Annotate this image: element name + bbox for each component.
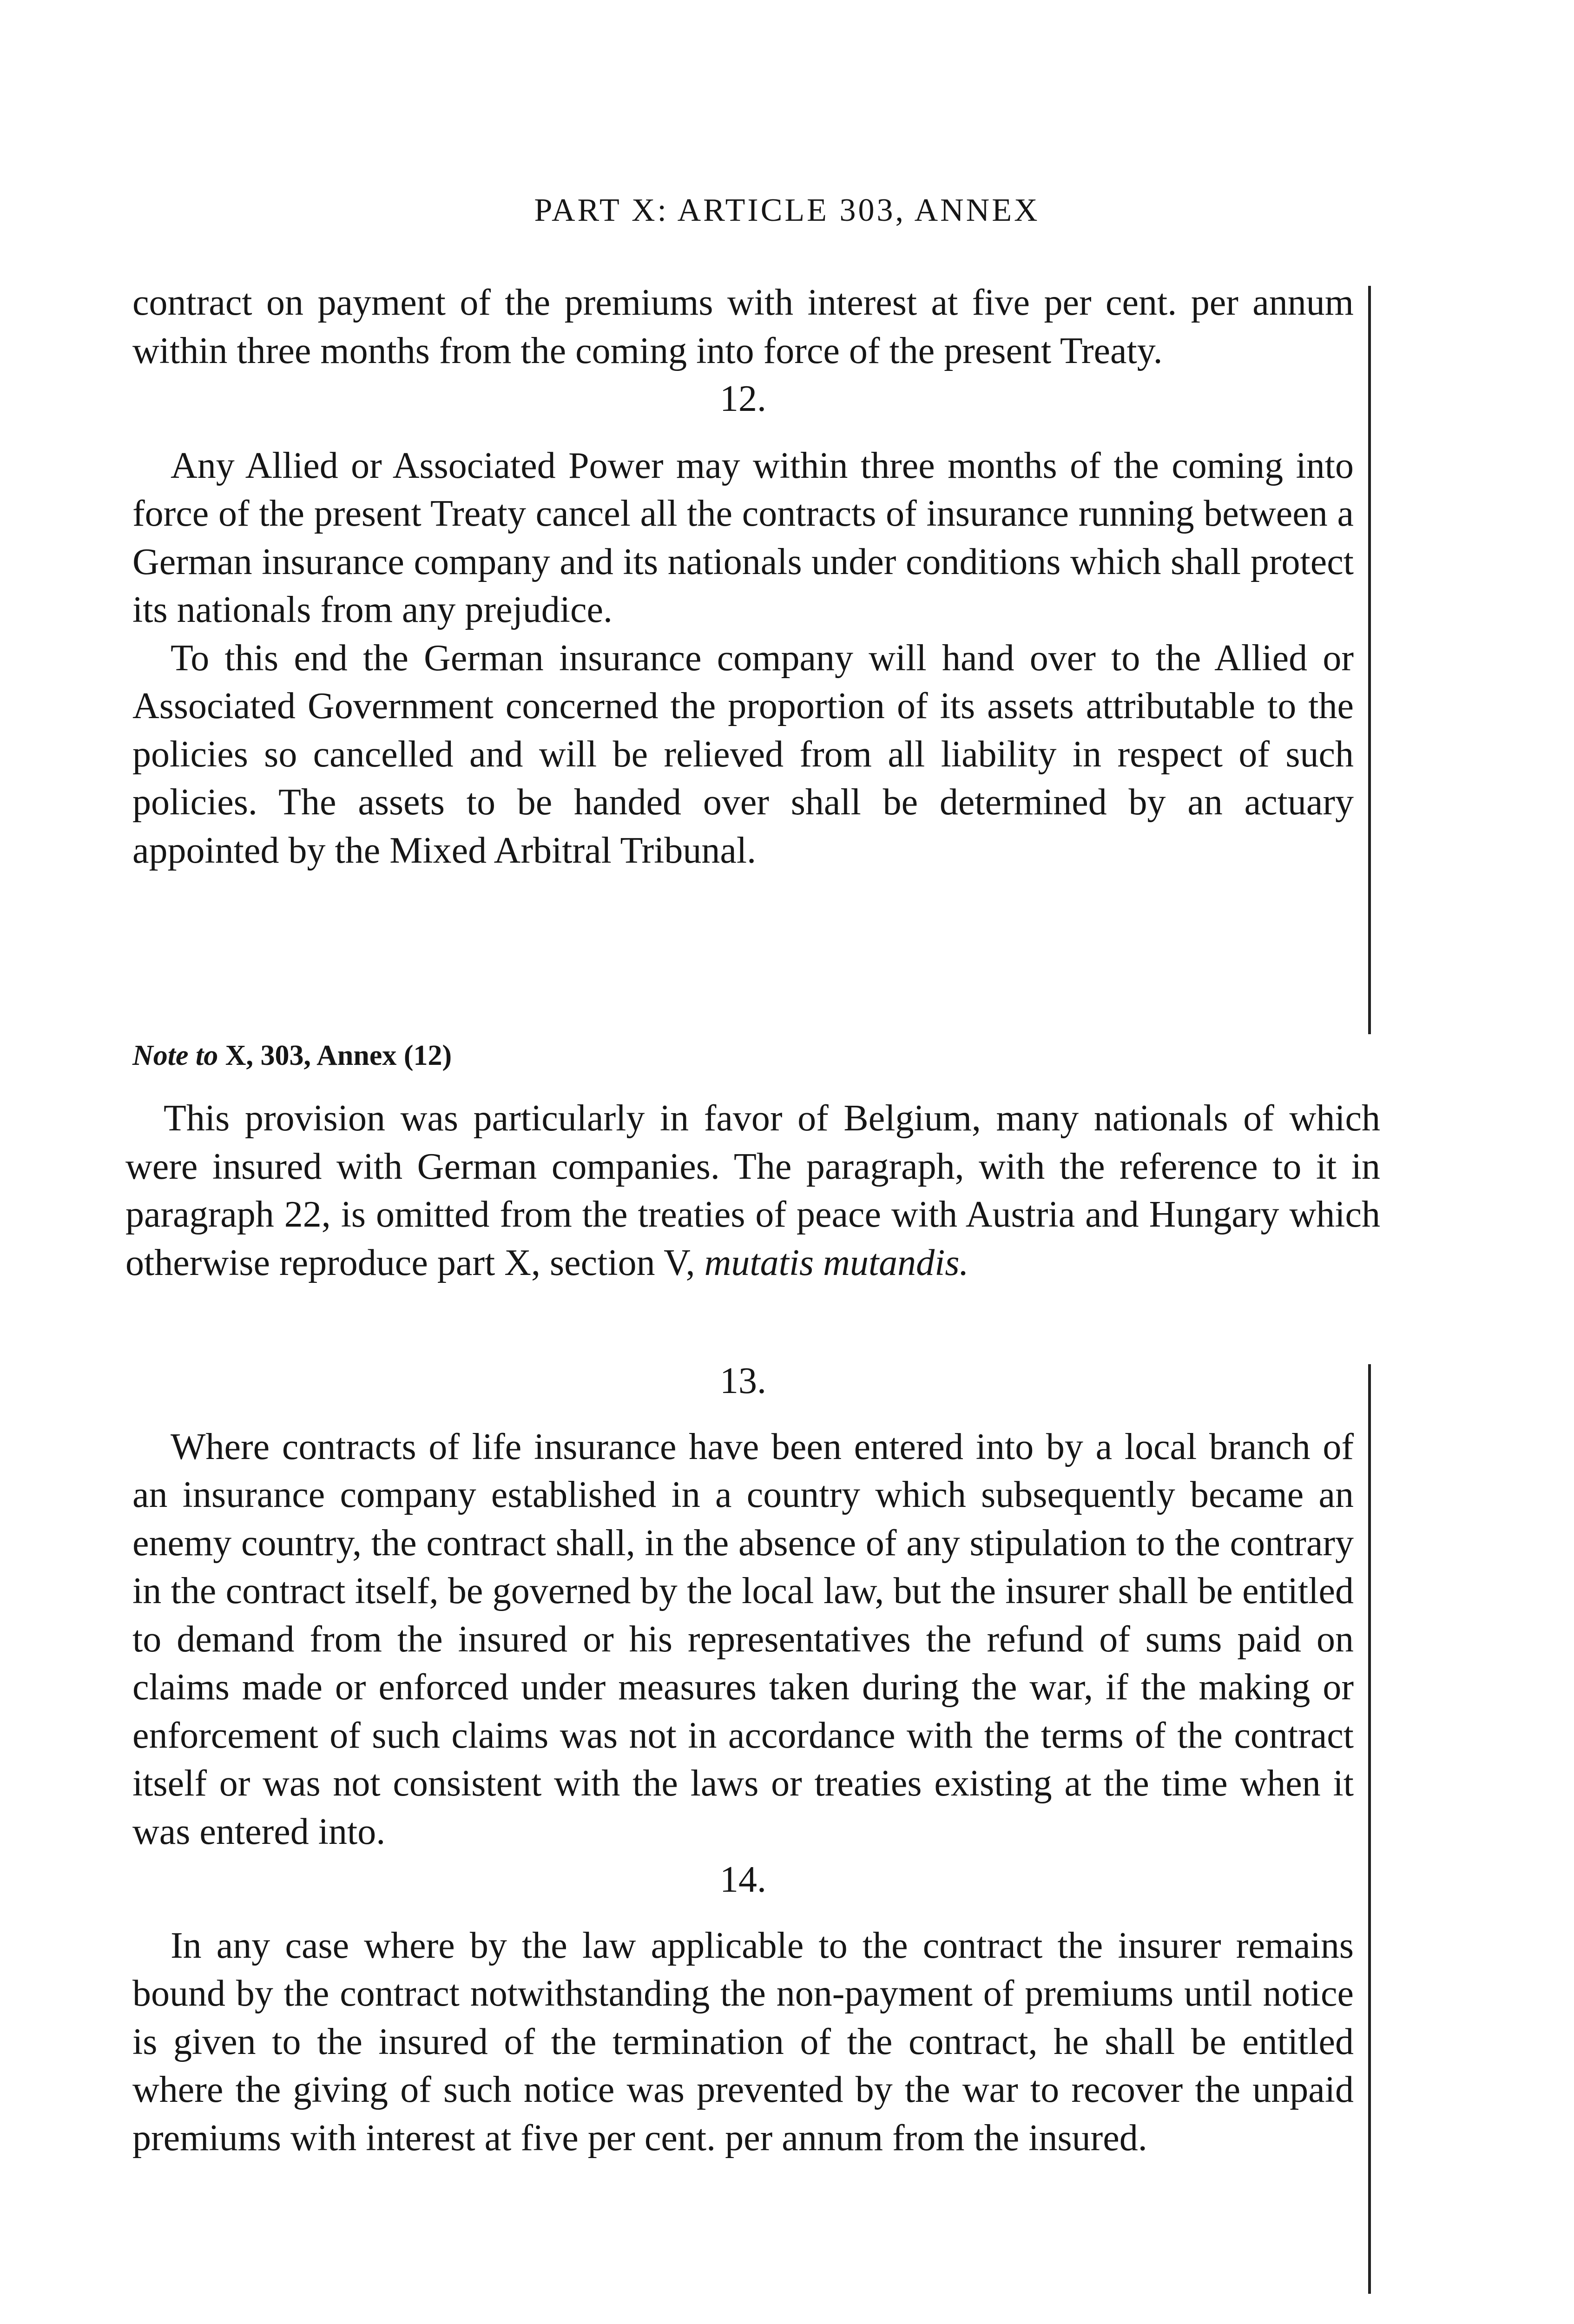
- running-header: PART X: ARTICLE 303, ANNEX: [534, 192, 1040, 228]
- treaty-text-lower: [132, 1357, 1354, 2162]
- note-text: This provision was particularly in favor of Belgium, many nationals of which were insured with German companies. The paragraph, with the reference to it in paragraph 22, is omitted from the treaties of peace with Austria and Hungary which otherwise reproduce part X, section V,: [125, 1098, 1380, 1283]
- note-paragraph: [125, 1095, 1380, 1287]
- note-block: [125, 1095, 1380, 1287]
- note-heading-ref: X, 303, Annex (12): [218, 1040, 452, 1071]
- note-heading-italic: Note to: [132, 1040, 218, 1071]
- section-12-paragraph-1: Any Allied or Associated Power may within three months of the coming into force of the present Treaty cancel all the contracts of insurance running between a German insurance company and its nationals under conditions which shall protect its nationals from any prejudice.: [132, 445, 1354, 630]
- section-number-13: 13.: [720, 1360, 766, 1401]
- section-number-12: 12.: [720, 378, 766, 419]
- margin-rule-top: [1368, 286, 1371, 1034]
- section-12-paragraph-2: To this end the German insurance company will hand over to the Allied or Associated Government concerned the proportion of its assets attributable to the policies so cancelled and will be relieved from all liability in respect of such policies. The assets to be handed over shall be determined by an actuary appointed by the Mixed Arbitral Tribunal.: [132, 637, 1354, 871]
- section-13-paragraph: Where contracts of life insurance have been entered into by a local branch of an insurance company established in a country which subsequently became an enemy country, the contract shall, in the absence of any stipulation to the contrary in the contract itself, be governed by the local law, but the insurer shall be entitled to demand from the insured or his representatives the refund of sums paid on claims made or enforced under measures taken during the war, if the making or enforcement of such claims was not in accordance with the terms of the contract itself or was not consistent with the laws or treaties existing at the time when it was entered into.: [132, 1426, 1354, 1852]
- margin-rule-bottom: [1368, 1364, 1371, 2294]
- note-heading: [132, 1041, 452, 1070]
- note-text-italic: mutatis mutandis.: [704, 1242, 969, 1283]
- section-14-paragraph: In any case where by the law applicable to the contract the insurer remains bound by the contract notwithstanding the non-payment of premiums until notice is given to the insured of the termination of the contract, he shall be entitled where the giving of such notice was prevented by the war to recover the unpaid premiums with interest at five per cent. per annum from the insured.: [132, 1925, 1354, 2159]
- treaty-text-upper: [132, 279, 1354, 875]
- continuation-paragraph: contract on payment of the premiums with interest at five per cent. per annum within three months from the coming into force of the present Treaty.: [132, 282, 1354, 371]
- section-number-14: 14.: [720, 1859, 766, 1900]
